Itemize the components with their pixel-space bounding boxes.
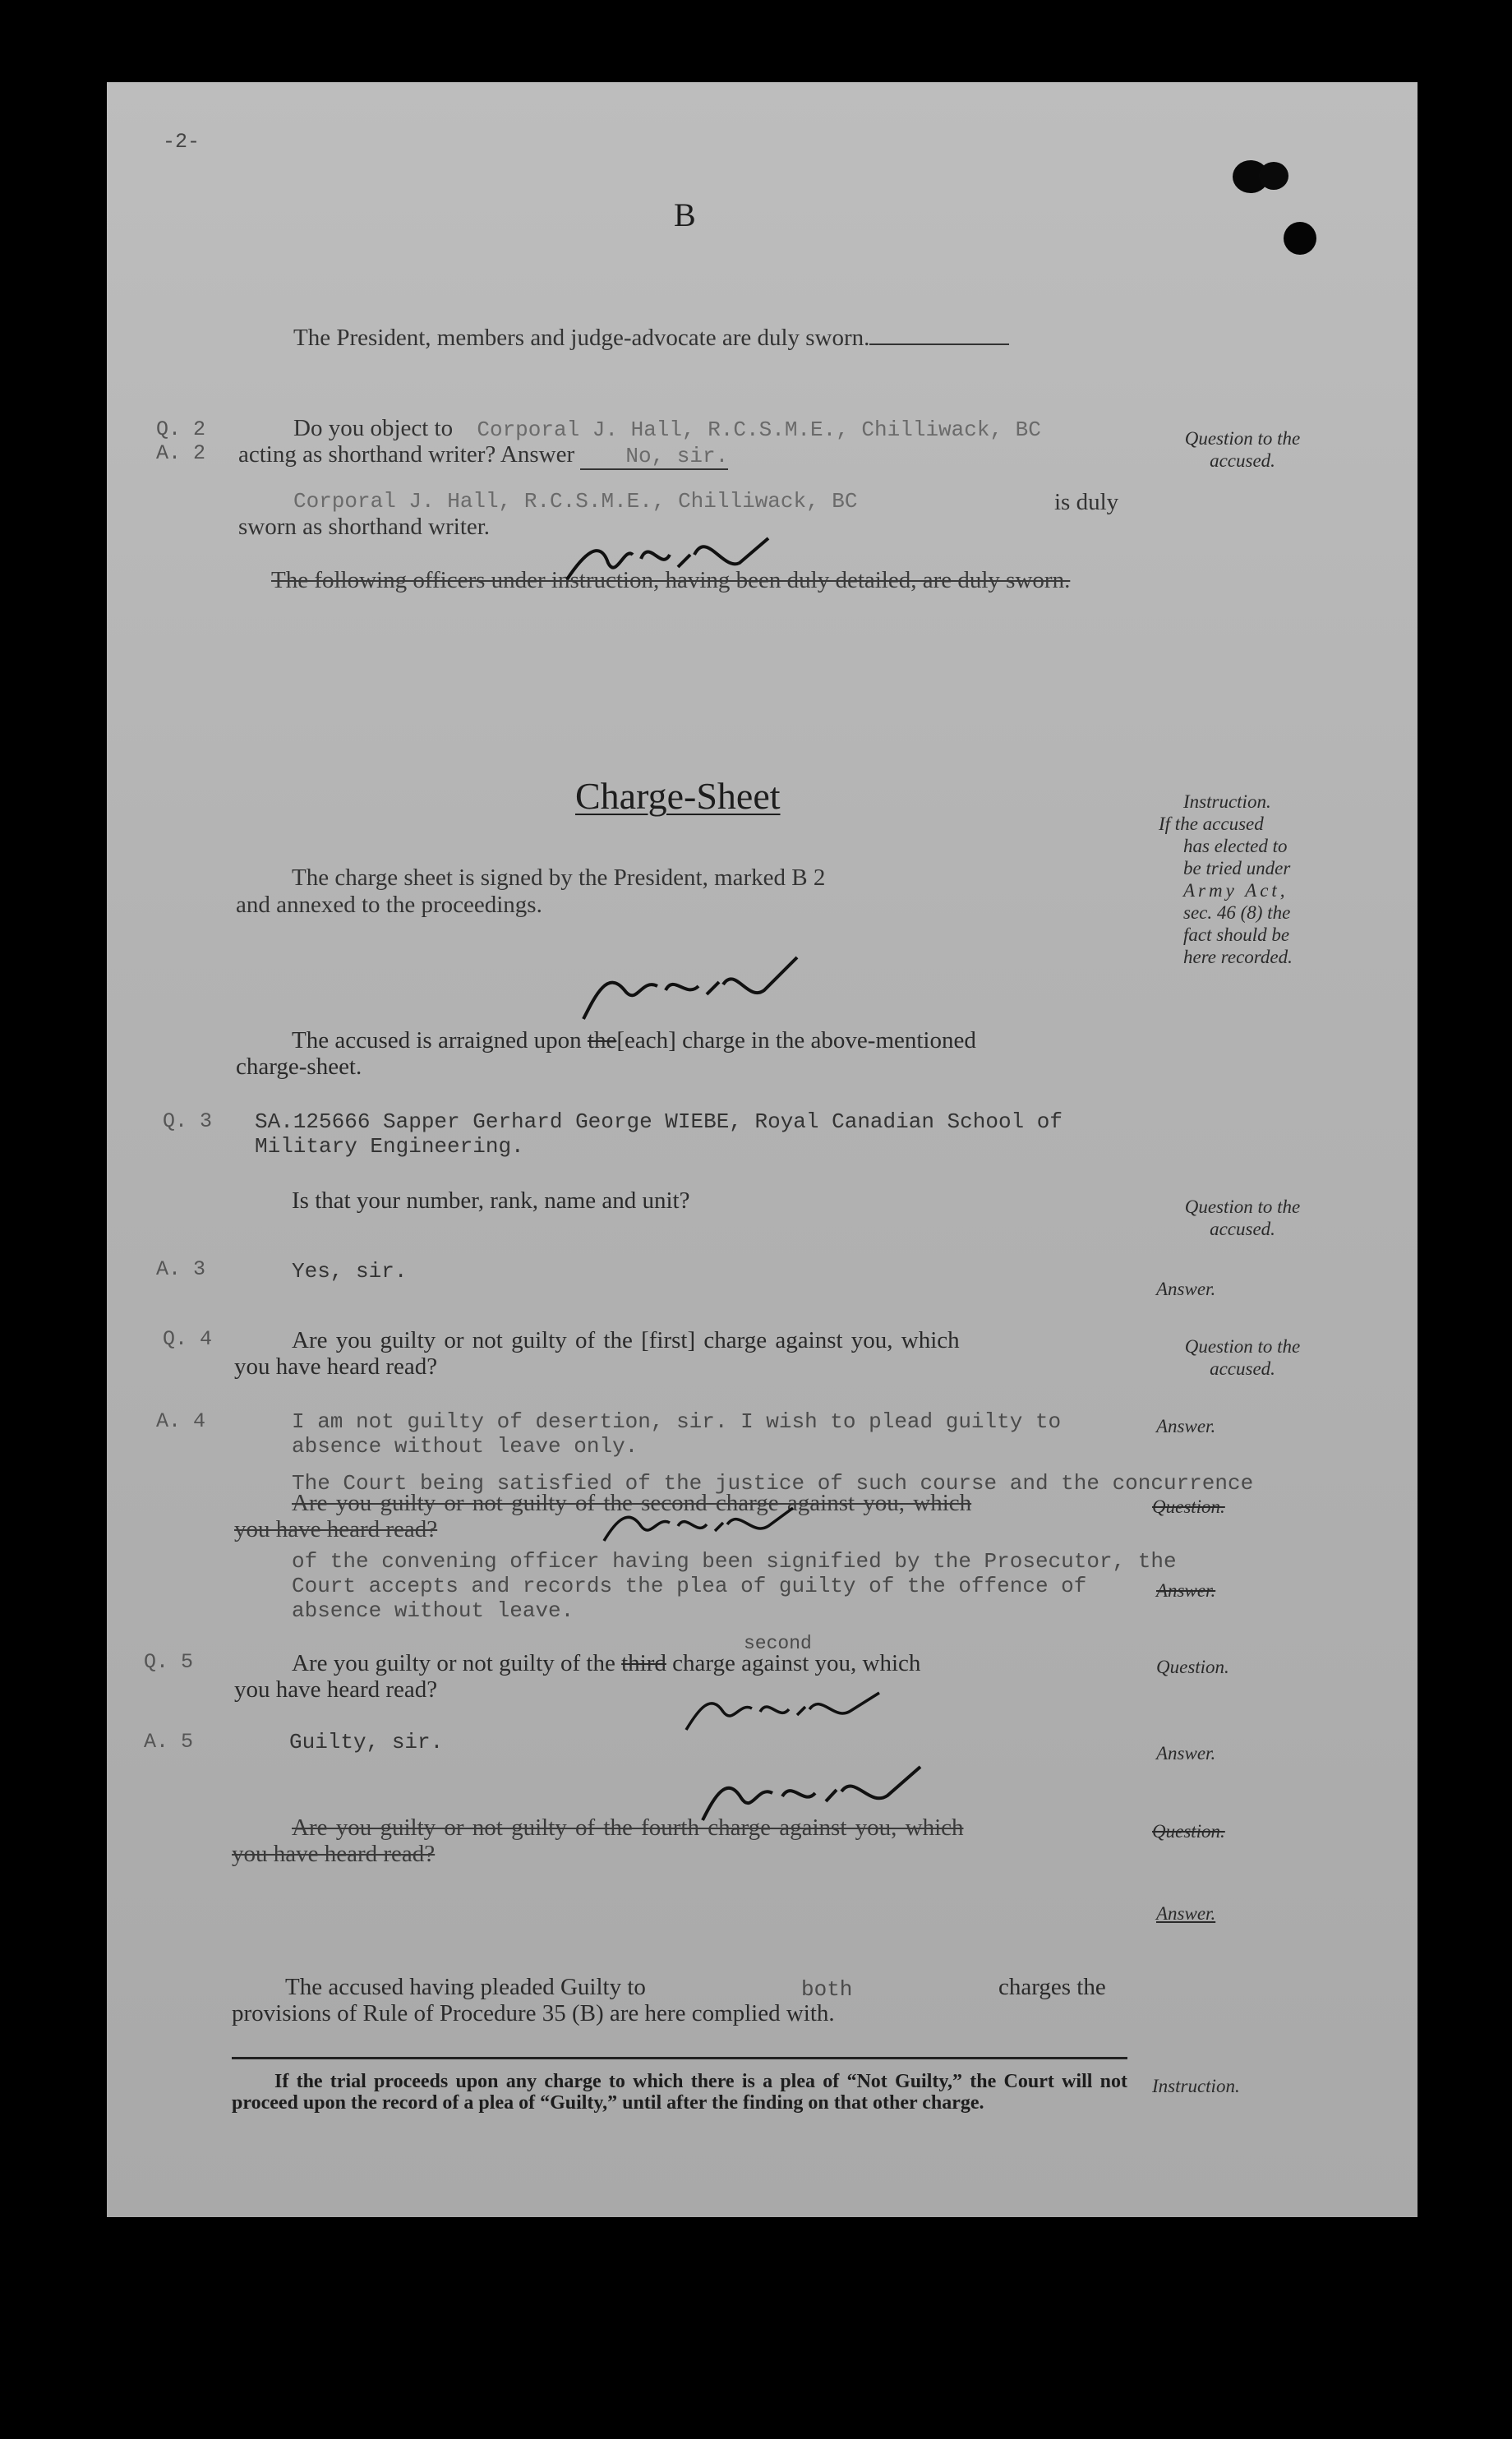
- a5-margin-note: Answer.: [1156, 1743, 1216, 1764]
- q5-prefix: Are you guilty or not guilty of the: [292, 1650, 615, 1676]
- q4-label: Q. 4: [163, 1327, 213, 1351]
- a4-line2: absence without leave only.: [292, 1434, 638, 1459]
- q3-margin-note: Question to the accused.: [1184, 1196, 1301, 1239]
- instruction-line: Army Act,: [1183, 880, 1288, 901]
- q2-writer-name: Corporal J. Hall, R.C.S.M.E., Chilliwack, BC: [477, 417, 1041, 442]
- q5-line2: you have heard read?: [234, 1676, 438, 1703]
- q2-margin-note: Question to the accused.: [1184, 428, 1301, 471]
- q4-margin-note: Question to the accused.: [1184, 1336, 1301, 1379]
- writer-sworn-line2: sworn as shorthand writer.: [238, 514, 491, 540]
- struck-fourth-margin-a: Answer.: [1156, 1903, 1216, 1924]
- q3-label: Q. 3: [163, 1109, 213, 1133]
- a4-line1: I am not guilty of desertion, sir. I wish to plead guilty to: [292, 1409, 1062, 1434]
- struck-second-line1: Are you guilty or not guilty of the second charge against you, which: [292, 1490, 972, 1516]
- instruction-line: has elected to: [1183, 836, 1288, 856]
- a3-label: A. 3: [156, 1257, 206, 1281]
- sworn-statement-text: The President, members and judge-advocate are duly sworn.: [293, 325, 870, 351]
- q2-suffix: acting as shorthand writer? Answer: [238, 441, 575, 468]
- a3-text: Yes, sir.: [292, 1259, 408, 1284]
- q3-line1: SA.125666 Sapper Gerhard George WIEBE, Royal Canadian School of: [255, 1109, 1063, 1134]
- q5-margin-note: Question.: [1156, 1657, 1229, 1677]
- charge-sheet-instruction-note: [1159, 791, 1327, 968]
- struck-fourth-margin-q: Question.: [1152, 1821, 1225, 1842]
- arraigned-line2: charge-sheet.: [236, 1054, 362, 1080]
- a2-label: A. 2: [156, 441, 206, 465]
- q4-line2: you have heard read?: [234, 1353, 438, 1380]
- a5-text: Guilty, sir.: [289, 1730, 444, 1754]
- pleaded-fill: both: [801, 1977, 853, 2002]
- court-line1: The Court being satisfied of the justice of such course and the concurrence: [292, 1471, 1254, 1496]
- q2-line1: [293, 415, 1041, 442]
- arraigned-struck: the: [587, 1027, 617, 1054]
- charge-sheet-heading: Charge-Sheet: [575, 775, 781, 817]
- pleaded-line2: provisions of Rule of Procedure 35 (B) are here complied with.: [232, 2000, 835, 2026]
- ink-blot: [1284, 222, 1316, 255]
- instruction-line: fact should be: [1183, 924, 1290, 945]
- ink-blot: [1259, 162, 1288, 190]
- q2-label: Q. 2: [156, 417, 206, 441]
- q2-line2: [238, 441, 728, 470]
- struck-fourth-line2: you have heard read?: [232, 1841, 436, 1867]
- arraigned-prefix: The accused is arraigned upon: [292, 1027, 582, 1054]
- arraigned-inserted: [each]: [616, 1027, 676, 1054]
- a4-margin-note: Answer.: [1156, 1416, 1216, 1436]
- q5-inserted: second: [744, 1633, 812, 1654]
- writer-sworn-name: Corporal J. Hall, R.C.S.M.E., Chilliwack, BC: [293, 489, 858, 514]
- struck-fourth-line1: Are you guilty or not guilty of the fourth charge against you, which: [292, 1814, 964, 1841]
- court-line3: Court accepts and records the plea of guilty of the offence of: [292, 1574, 1087, 1598]
- struck-second-line2: you have heard read?: [234, 1516, 438, 1542]
- initials-signature: [551, 522, 781, 596]
- q5-label: Q. 5: [144, 1650, 194, 1674]
- a4-label: A. 4: [156, 1409, 206, 1433]
- q3-line2: Military Engineering.: [255, 1134, 524, 1159]
- writer-sworn-suffix: is duly: [1054, 489, 1119, 515]
- initials-signature: [592, 1492, 805, 1549]
- footer-instruction-margin: Instruction.: [1152, 2076, 1240, 2096]
- initials-signature: [674, 1672, 887, 1738]
- arraigned-suffix: charge in the above-mentioned: [682, 1027, 976, 1054]
- instruction-line: here recorded.: [1183, 947, 1293, 967]
- sworn-statement: [293, 325, 1009, 352]
- footer-rule: [232, 2057, 1127, 2059]
- struck-second-margin-q: Question.: [1152, 1496, 1225, 1517]
- struck-second-margin-a: Answer.: [1156, 1580, 1216, 1601]
- officers-struck-paragraph: The following officers under instruction, having been duly detailed, are duly sworn.: [271, 567, 1071, 593]
- court-line4: absence without leave.: [292, 1598, 574, 1623]
- pleaded-prefix: The accused having pleaded Guilty to: [285, 1974, 646, 2000]
- instruction-line: Instruction.: [1183, 791, 1271, 812]
- q5-struck: third: [621, 1650, 666, 1676]
- instruction-line: sec. 46 (8) the: [1183, 902, 1291, 923]
- court-line2: of the convening officer having been signified by the Prosecutor, the: [292, 1549, 1177, 1574]
- footer-instruction-text: If the trial proceeds upon any charge to which there is a plea of “Not Guilty,” the Court will not proceed upon the record of a plea of “Guilty,” until after the finding on that other charge.: [232, 2071, 1127, 2114]
- instruction-line: be tried under: [1183, 858, 1291, 878]
- q3-question: Is that your number, rank, name and unit?: [292, 1187, 690, 1214]
- q2-answer: No, sir.: [580, 444, 728, 470]
- document-page: [107, 82, 1418, 2217]
- q2-prefix: Do you object to: [293, 415, 454, 441]
- pleaded-suffix: charges the: [998, 1974, 1106, 2000]
- arraigned-line1: [292, 1027, 976, 1054]
- q5-suffix: charge against you, which: [672, 1650, 921, 1676]
- a5-label: A. 5: [144, 1730, 194, 1754]
- instruction-line: If the accused: [1159, 814, 1264, 834]
- section-letter: B: [674, 196, 696, 233]
- a3-margin-note: Answer.: [1156, 1279, 1216, 1299]
- q4-line1: Are you guilty or not guilty of the [first] charge against you, which: [292, 1327, 960, 1353]
- charge-sheet-para-2: and annexed to the proceedings.: [236, 892, 542, 918]
- page-number: -2-: [163, 130, 201, 154]
- charge-sheet-para: The charge sheet is signed by the President, marked B 2: [292, 864, 826, 891]
- initials-signature: [567, 945, 805, 1035]
